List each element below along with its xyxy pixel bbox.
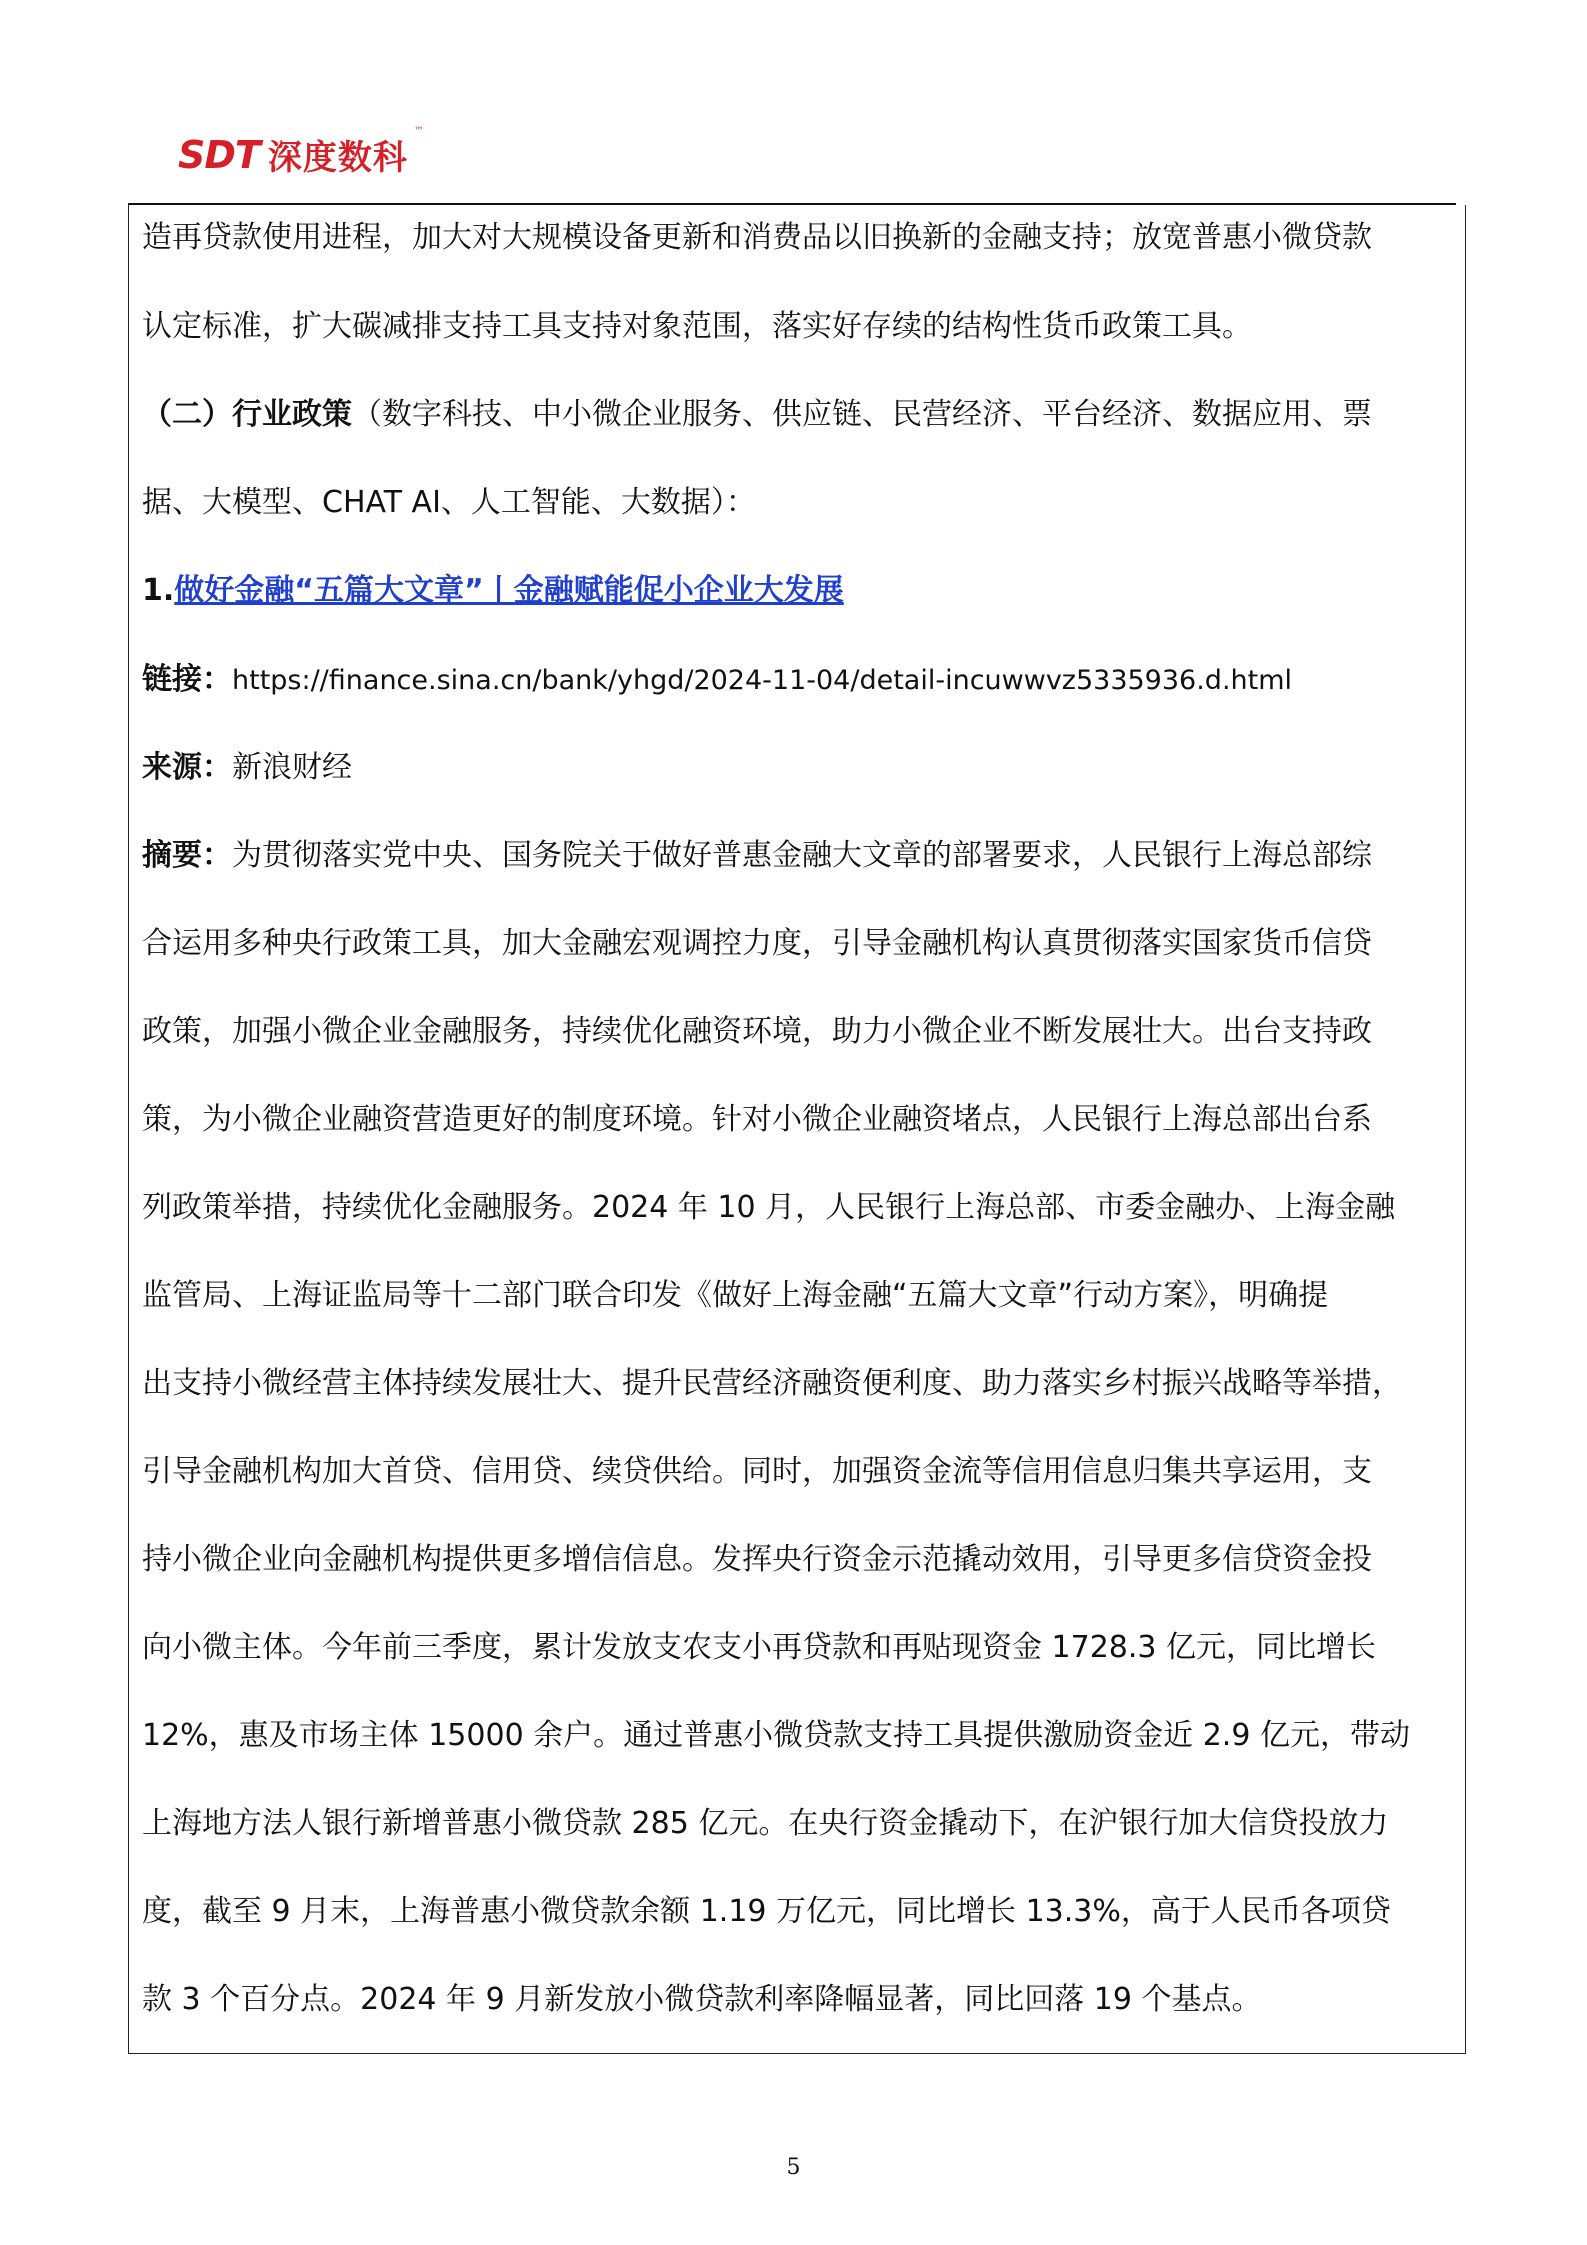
section-topics: （数字科技、中小微企业服务、供应链、民营经济、平台经济、数据应用、票 xyxy=(352,397,1372,432)
link-label: 链接： xyxy=(142,662,232,697)
intro-line: 认定标准，扩大碳减排支持工具支持对象范围，落实好存续的结构性货币政策工具。 xyxy=(142,309,1252,344)
summary-line: 列政策举措，持续优化金融服务。2024 年 10 月，人民银行上海总部、市委金融办、上海金融 xyxy=(142,1190,1396,1225)
summary-line: 出支持小微经营主体持续发展壮大、提升民营经济融资便利度、助力落实乡村振兴战略等举措， xyxy=(142,1366,1402,1401)
article-title-link[interactable]: 做好金融“五篇大文章”丨金融赋能促小企业大发展 xyxy=(174,573,844,608)
summary-line: 12%，惠及市场主体 15000 余户。通过普惠小微贷款支持工具提供激励资金近 2.9 亿元，带动 xyxy=(142,1718,1410,1753)
summary-line: 监管局、上海证监局等十二部门联合印发《做好上海金融“五篇大文章”行动方案》，明确提 xyxy=(142,1278,1329,1313)
summary-line: 款 3 个百分点。2024 年 9 月新发放小微贷款利率降幅显著，同比回落 19 个基点。 xyxy=(142,1982,1262,2017)
summary-row xyxy=(142,834,1452,878)
intro-line: 造再贷款使用进程，加大对大规模设备更新和消费品以旧换新的金融支持；放宽普惠小微贷款 xyxy=(142,220,1372,255)
section-heading: （二）行业政策 xyxy=(142,397,352,432)
logo xyxy=(178,126,424,179)
summary-line: 合运用多种央行政策工具，加大金融宏观调控力度，引导金融机构认真贯彻落实国家货币信贷 xyxy=(142,926,1372,961)
page-number: 5 xyxy=(786,2155,801,2180)
section-topics-line: 据、大模型、CHAT AI、人工智能、大数据）： xyxy=(142,485,756,520)
logo-text: 深度数科 xyxy=(267,138,408,178)
summary-line: 向小微主体。今年前三季度，累计发放支农支小再贷款和再贴现资金 1728.3 亿元，同比增长 xyxy=(142,1630,1377,1665)
summary-line: 持小微企业向金融机构提供更多增信信息。发挥央行资金示范撬动效用，引导更多信贷资金投 xyxy=(142,1542,1372,1577)
summary-line: 引导金融机构加大首贷、信用贷、续贷供给。同时，加强资金流等信用信息归集共享运用，支 xyxy=(142,1454,1372,1489)
article-heading xyxy=(142,569,1452,613)
summary-line: 政策，加强小微企业金融服务，持续优化融资环境，助力小微企业不断发展壮大。出台支持政 xyxy=(142,1014,1372,1049)
summary-line: 策，为小微企业融资营造更好的制度环境。针对小微企业融资堵点，人民银行上海总部出台系 xyxy=(142,1102,1372,1137)
summary-line: 度，截至 9 月末，上海普惠小微贷款余额 1.19 万亿元，同比增长 13.3%，高于人民币各项贷 xyxy=(142,1894,1391,1929)
source-label: 来源： xyxy=(142,750,232,785)
link-url[interactable]: https://finance.sina.cn/bank/yhgd/2024-11-04/detail-incuwwvz5335936.d.html xyxy=(232,665,1293,696)
source-value: 新浪财经 xyxy=(232,750,352,785)
logo-mark: SDT xyxy=(178,132,260,177)
section-heading-line xyxy=(142,393,1452,437)
link-row xyxy=(142,658,1452,703)
summary-label: 摘要： xyxy=(142,838,232,873)
source-row xyxy=(142,746,1452,790)
article-number: 1. xyxy=(142,573,175,608)
logo-trademark: ™ xyxy=(413,126,424,137)
summary-line: 上海地方法人银行新增普惠小微贷款 285 亿元。在央行资金撬动下，在沪银行加大信贷投放力 xyxy=(142,1806,1389,1841)
summary-text: 为贯彻落实党中央、国务院关于做好普惠金融大文章的部署要求，人民银行上海总部综 xyxy=(232,838,1372,873)
